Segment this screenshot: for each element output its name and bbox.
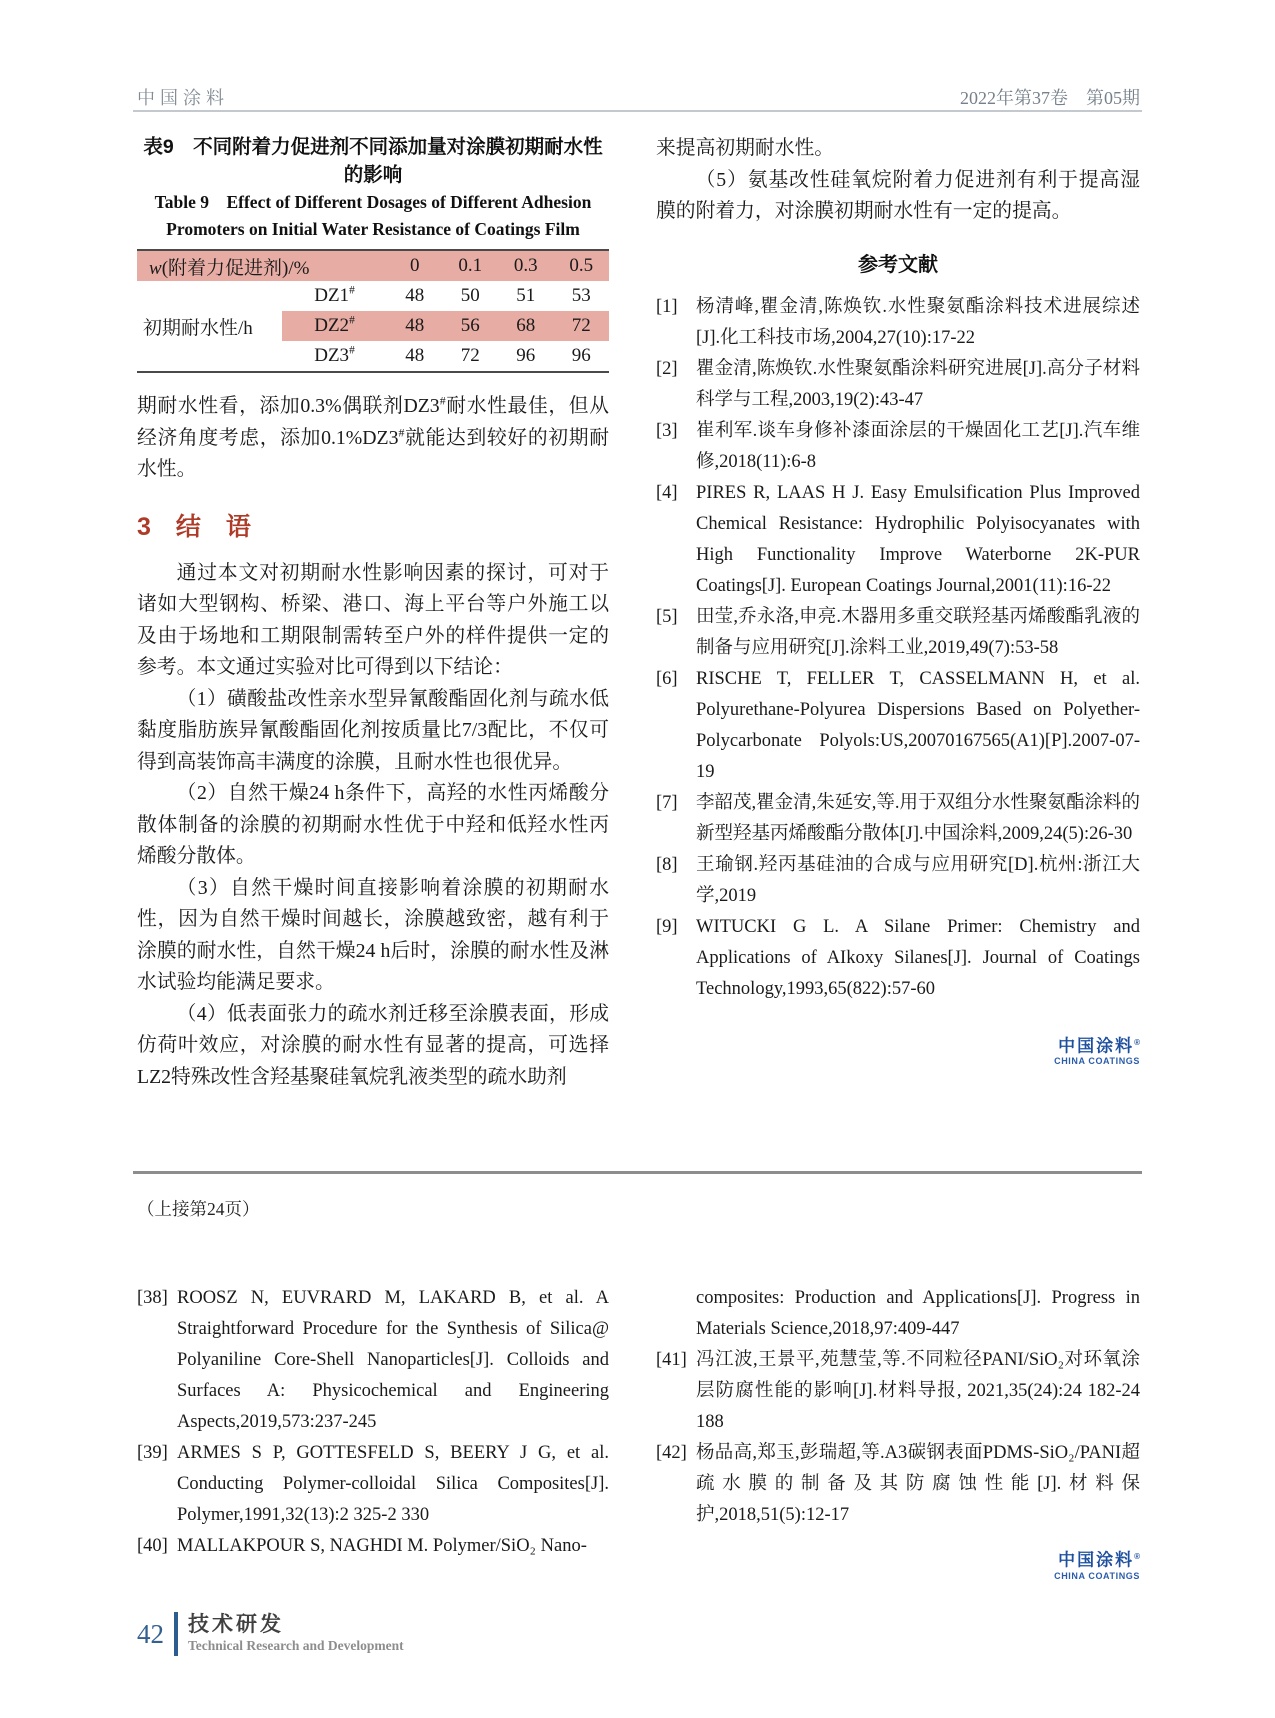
body-paragraph: （5）氨基改性硅氧烷附着力促进剂有利于提高湿膜的附着力，对涂膜初期耐水性有一定的提高。 <box>656 168 1140 222</box>
hash-superscript: # <box>439 393 446 408</box>
table-cell: 96 <box>516 345 536 366</box>
registered-mark: ® <box>1134 1037 1140 1047</box>
hash-superscript: # <box>349 284 355 297</box>
reference-number: [40] <box>137 1536 168 1556</box>
page-number: 42 <box>137 1618 164 1649</box>
reference-number: [4] <box>656 482 678 503</box>
reference-number: [2] <box>656 358 678 379</box>
reference-item: [41] 冯江波,王景平,苑慧莹,等.不同粒径PANI/SiO₂对环氧涂层防腐性能的影响[J].材料导报, 2021,35(24):24 182-24 188 <box>656 1345 1140 1438</box>
conclusion-paragraphs <box>137 558 609 1094</box>
w-symbol: w <box>149 257 162 279</box>
row-group-label: 初期耐水性/h <box>143 317 253 339</box>
reference-item: [5] 田莹,乔永洛,申亮.木器用多重交联羟基丙烯酸酯乳液的制备与应用研究[J].涂料工业,2019,49(7):53-58 <box>656 602 1140 664</box>
header-label-rest: (附着力促进剂)/% <box>161 257 310 279</box>
reference-item: [42] 杨品高,郑玉,彭瑞超,等.A3碳钢表面PDMS-SiO₂/PANI超疏水膜的制备及其防腐蚀性能[J].材料保护,2018,51(5):12-17 <box>656 1438 1140 1531</box>
hash-superscript: # <box>398 424 405 439</box>
table-cell: 72 <box>571 315 591 336</box>
reference-carryover: composites: Production and Applications[J]. Progress in Materials Science,2018,97:409-447 <box>696 1288 1140 1339</box>
body-paragraph: （4）低表面张力的疏水剂迁移至涂膜表面，形成仿荷叶效应，对涂膜的耐水性有显著的提高，可选择LZ2特殊改性含羟基聚硅氧烷乳液类型的疏水助剂 <box>137 1002 609 1088</box>
logo-text-zh: 中国涂料® <box>1058 1550 1140 1570</box>
continuation-note: （上接第24页） <box>137 1199 260 1219</box>
continuation-right-column <box>656 1283 1140 1582</box>
right-column <box>656 133 1140 1067</box>
body-paragraph: 来提高初期耐水性。 <box>656 137 835 159</box>
footer-accent-bar <box>174 1612 178 1656</box>
table-row <box>282 341 609 371</box>
body-paragraph: 通过本文对初期耐水性影响因素的探讨，可对于诸如大型钢构、桥梁、港口、海上平台等户外施工以及由于场地和工期限制需转至户外的样件提供一定的参考。本文通过实验对比可得到以下结论： <box>137 561 609 678</box>
reference-item: [9] WITUCKI G L. A Silane Primer: Chemistry and Applications of AIkoxy Silanes[J]. Journal of Coatings Technology,1993,65(822):57-60 <box>656 912 1140 1005</box>
reference-number: [8] <box>656 854 678 875</box>
row-label: DZ1# <box>314 284 355 306</box>
china-coatings-logo <box>656 1547 1140 1582</box>
reference-item: [1] 杨清峰,瞿金清,陈焕钦.水性聚氨酯涂料技术进展综述[J].化工科技市场,2004,27(10):17-22 <box>656 292 1140 354</box>
table-cell: 0.5 <box>569 255 594 276</box>
footer-labels <box>188 1613 404 1655</box>
table-cell: 50 <box>460 285 480 306</box>
page-footer <box>137 1612 404 1656</box>
table-header-row <box>137 251 609 281</box>
reference-number: [38] <box>137 1288 168 1308</box>
reference-item: [7] 李韶茂,瞿金清,朱延安,等.用于双组分水性聚氨酯涂料的新型羟基丙烯酸酯分散体[J].中国涂料,2009,24(5):26-30 <box>656 788 1140 850</box>
table-cell: 53 <box>571 285 591 306</box>
table-body <box>137 281 609 371</box>
references-list <box>656 292 1140 1005</box>
table-caption-en: Table 9 Effect of Different Dosages of Different Adhesion Promoters on Initial Water Resistance of Coatings Film <box>154 192 592 239</box>
body-paragraph: （3）自然干燥时间直接影响着涂膜的初期耐水性，因为自然干燥时间越长，涂膜越致密，越有利于涂膜的耐水性，自然干燥24 h后时，涂膜的耐水性及淋水试验均能满足要求。 <box>137 876 609 993</box>
table-caption-zh: 表9 不同附着力促进剂不同添加量对涂膜初期耐水性的影响 <box>143 136 603 186</box>
reference-item: [4] PIRES R, LAAS H J. Easy Emulsification Plus Improved Chemical Resistance: Hydrophilic Polyisocyanates with High Functionality Improve Waterborne 2K-PUR Coatings[J]. European Coatings Journal,2001(11):16-22 <box>656 478 1140 602</box>
reference-number: [41] <box>656 1350 687 1370</box>
reference-item: [3] 崔利军.谈车身修补漆面涂层的干燥固化工艺[J].汽车维修,2018(11):6-8 <box>656 416 1140 478</box>
continuation-left-column <box>137 1283 609 1562</box>
reference-number: [1] <box>656 296 678 317</box>
row-label: DZ2# <box>314 314 355 336</box>
section-divider <box>133 1171 1142 1174</box>
reference-number: [6] <box>656 668 678 689</box>
table-cell: 72 <box>460 345 480 366</box>
reference-number: [3] <box>656 420 678 441</box>
row-label: DZ3# <box>314 344 355 366</box>
section-heading: 3 结 语 <box>137 512 251 541</box>
reference-item: [40] MALLAKPOUR S, NAGHDI M. Polymer/SiO₂ Nano- <box>137 1531 609 1562</box>
reference-item: [38] ROOSZ N, EUVRARD M, LAKARD B, et al. A Straightforward Procedure for the Synthesis of Silica@ Polyaniline Core-Shell Nanoparticles[J]. Colloids and Surfaces A: Physicochemical and Engineering Aspects,2019,573:237-245 <box>137 1283 609 1438</box>
table-header-label <box>137 253 387 280</box>
logo-text-en: CHINA COATINGS <box>1054 1056 1140 1067</box>
reference-number: [42] <box>656 1443 687 1463</box>
left-column <box>137 133 609 1093</box>
table9 <box>137 249 609 373</box>
table-cell: 68 <box>516 315 536 336</box>
journal-name: 中国涂料 <box>137 88 229 108</box>
issue-info: 2022年第37卷 第05期 <box>960 88 1140 108</box>
footer-section-en: Technical Research and Development <box>188 1638 404 1653</box>
hash-superscript: # <box>349 344 355 357</box>
reference-item: [2] 瞿金清,陈焕钦.水性聚氨酯涂料研究进展[J].高分子材料科学与工程,2003,19(2):43-47 <box>656 354 1140 416</box>
reference-item: [6] RISCHE T, FELLER T, CASSELMANN H, et al. Polyurethane-Polyurea Dispersions Based on Polyether-Polycarbonate Polyols:US,20070167565(A1)[P].2007-07-19 <box>656 664 1140 788</box>
body-paragraph: （2）自然干燥24 h条件下，高羟的水性丙烯酸分散体制备的涂膜的初期耐水性优于中羟和低羟水性丙烯酸分散体。 <box>137 782 609 867</box>
table-cell: 96 <box>571 345 591 366</box>
table-cell: 48 <box>405 315 425 336</box>
body-paragraph: 期耐水性看，添加0.3%偶联剂DZ3#耐水性最佳，但从经济角度考虑，添加0.1%DZ3#就能达到较好的初期耐水性。 <box>137 393 609 480</box>
table-cell: 51 <box>516 285 536 306</box>
table-row <box>282 311 609 341</box>
table-cell: 48 <box>405 345 425 366</box>
registered-mark: ® <box>1134 1552 1140 1561</box>
hash-superscript: # <box>349 314 355 327</box>
reference-number: [39] <box>137 1443 168 1463</box>
table-cell: 0.3 <box>513 255 538 276</box>
table-cell: 48 <box>405 285 425 306</box>
logo-text-zh: 中国涂料® <box>1058 1036 1140 1056</box>
table-row <box>282 281 609 311</box>
reference-number: [7] <box>656 792 678 813</box>
reference-number: [9] <box>656 916 678 937</box>
table-rows <box>282 281 609 371</box>
header-rule <box>133 110 1142 112</box>
body-paragraph: （1）磺酸盐改性亲水型异氰酸酯固化剂与疏水低黏度脂肪族异氰酸酯固化剂按质量比7/3配比，不仅可得到高装饰高丰满度的涂膜，且耐水性也很优异。 <box>137 687 609 773</box>
table-cell: 0.1 <box>458 255 483 276</box>
reference-item: [39] ARMES S P, GOTTESFELD S, BEERY J G, et al. Conducting Polymer-colloidal Silica Composites[J]. Polymer,1991,32(13):2 325-2 330 <box>137 1438 609 1531</box>
table-cell: 0 <box>410 255 420 276</box>
footer-section-zh: 技术研发 <box>188 1613 284 1636</box>
references-heading: 参考文献 <box>858 253 938 276</box>
reference-item: [8] 王瑜钢.羟丙基硅油的合成与应用研究[D].杭州:浙江大学,2019 <box>656 850 1140 912</box>
logo-text-en: CHINA COATINGS <box>1054 1570 1140 1581</box>
china-coatings-logo <box>656 1033 1140 1068</box>
table-cell: 56 <box>460 315 480 336</box>
reference-number: [5] <box>656 606 678 627</box>
